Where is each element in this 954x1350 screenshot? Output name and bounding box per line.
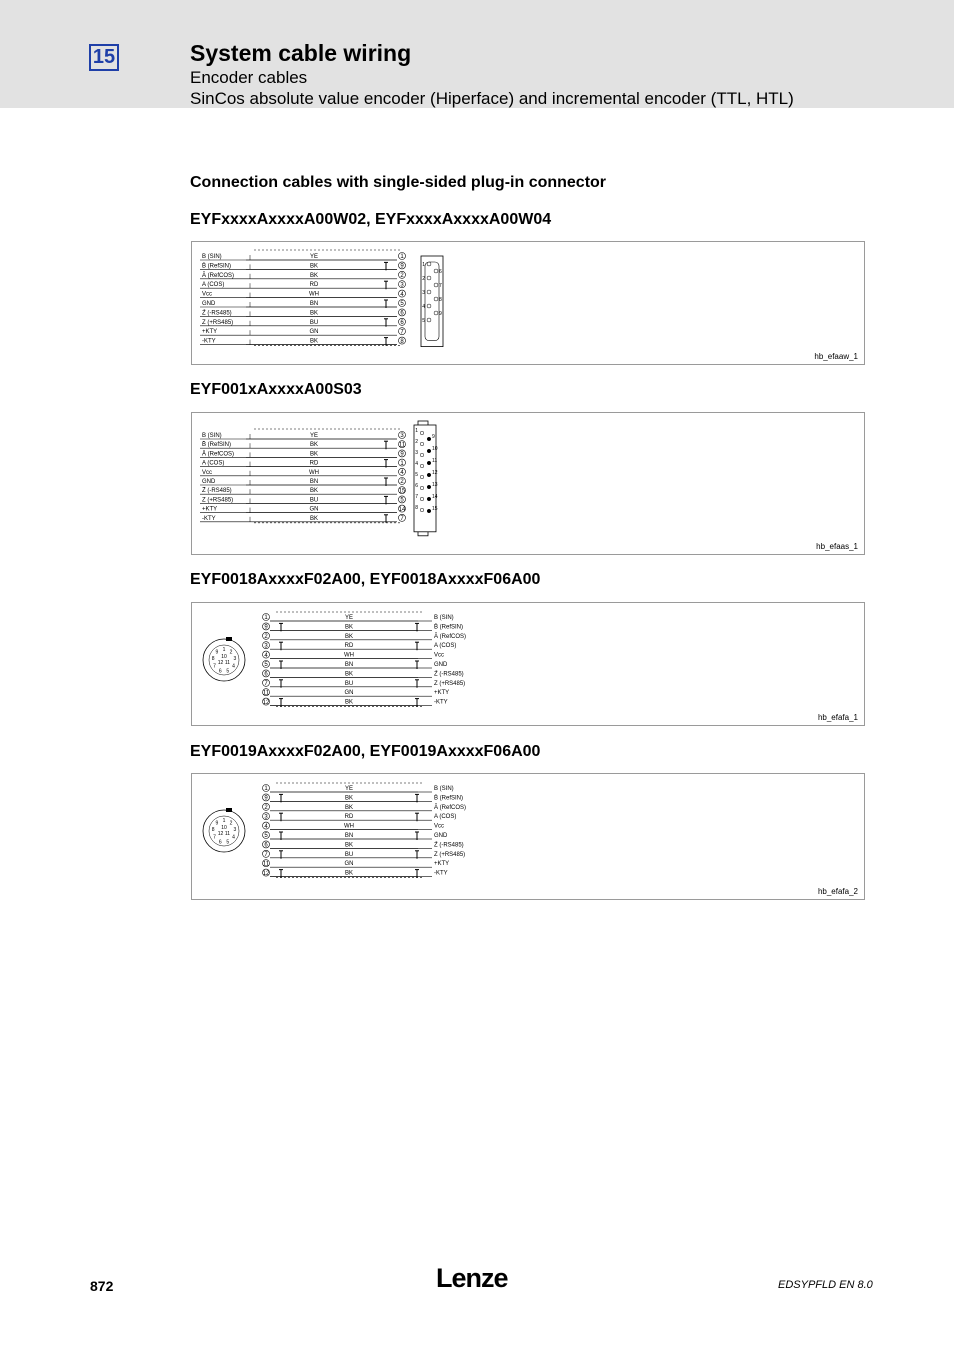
wire-color-label: BK — [309, 272, 319, 279]
signal-label: -KTY — [202, 515, 216, 522]
pin-number: 3 — [264, 814, 268, 821]
wire-color-label: YE — [309, 254, 319, 260]
connector-pin-label: 1 — [415, 428, 418, 434]
connector-pin-label: 3 — [233, 827, 237, 834]
connector-pin — [427, 461, 431, 465]
connector-pin-label: 2 — [422, 276, 425, 282]
pin-number: 6 — [264, 842, 268, 849]
pin-number: 1 — [264, 615, 268, 622]
connector-pin — [427, 262, 431, 266]
wire-color-label: BK — [344, 804, 354, 811]
signal-label: B̄ (RefSIN) — [202, 263, 232, 270]
wire-color-label: GN — [309, 506, 319, 513]
signal-label: Z̄ (-RS485) — [202, 310, 232, 317]
pin-number: 6 — [264, 671, 268, 678]
connector-pin — [427, 485, 431, 489]
connector-pin — [420, 486, 424, 490]
pin-number: 4 — [400, 291, 404, 298]
wire-color-label: BK — [309, 451, 319, 458]
connector-pin-label: 7 — [415, 494, 418, 500]
connector-pin-label: 10 — [221, 825, 227, 831]
pin-number: 7 — [400, 516, 404, 522]
pin-number: 14 — [398, 506, 406, 513]
connector-pin — [427, 304, 431, 308]
signal-label: +KTY — [434, 690, 450, 697]
wiring-diagram-svg — [192, 774, 864, 899]
connector-pin-label: 11 — [224, 831, 231, 837]
wire-color-label: GN — [309, 329, 319, 336]
signal-label: Z (+RS485) — [434, 851, 466, 858]
pin-number: 9 — [264, 624, 268, 631]
signal-label: Z (+RS485) — [202, 497, 234, 504]
wire-color-label: BN — [309, 301, 319, 307]
wiring-diagram-3 — [191, 602, 865, 726]
page-number: 872 — [90, 1278, 114, 1294]
connector-pin-label: 4 — [415, 461, 418, 467]
signal-label: Ā (RefCOS) — [202, 272, 235, 279]
connector-pin — [434, 311, 438, 315]
signal-label: Z̄ (-RS485) — [434, 671, 464, 678]
wire-color-label: BK — [344, 842, 354, 849]
signal-label: Z̄ (-RS485) — [434, 842, 464, 849]
wire-color-label: WH — [344, 652, 354, 659]
wire-color-label: BU — [309, 497, 319, 504]
connector-pin-label: 4 — [232, 663, 235, 670]
wiring-diagram-1 — [191, 241, 865, 365]
connector-pin-label: 2 — [415, 439, 418, 445]
pin-number: 11 — [262, 861, 270, 868]
pin-number: 3 — [400, 433, 404, 440]
connector-pin — [427, 509, 431, 513]
connector-pin — [420, 464, 424, 468]
pin-number: 1 — [264, 786, 268, 793]
connector-pin-label: 12 — [432, 470, 438, 476]
figure-id: hb_efaas_1 — [816, 542, 858, 551]
connector-pin-label: 13 — [432, 482, 438, 488]
pin-number: 8 — [400, 338, 404, 345]
signal-label: -KTY — [202, 338, 216, 345]
pin-number: 4 — [400, 470, 404, 476]
wire-color-label: YE — [309, 433, 319, 439]
wiring-diagram-4 — [191, 773, 865, 900]
connector-pin-label: 5 — [422, 318, 425, 324]
wire-color-label: BK — [309, 442, 319, 449]
wire-color-label: BK — [309, 488, 319, 495]
pin-number: 11 — [398, 442, 406, 449]
connector-pin-label: 9 — [432, 434, 435, 440]
signal-label: Z (+RS485) — [202, 319, 234, 326]
connector-pin — [427, 290, 431, 294]
wire-color-label: WH — [309, 469, 319, 476]
wire-color-label: BK — [309, 310, 319, 317]
connector-pin-label: 12 — [217, 831, 224, 837]
signal-label: +KTY — [434, 861, 450, 868]
signal-label: B̄ (RefSIN) — [434, 624, 464, 631]
wire-color-label: BK — [344, 699, 354, 706]
pin-number: 7 — [400, 329, 404, 336]
diagram-heading-4: EYF0019AxxxxF02A00, EYF0019AxxxxF06A00 — [190, 743, 541, 760]
signal-label: GND — [434, 662, 448, 668]
wire-color-label: BN — [309, 479, 319, 485]
wiring-diagram-svg — [192, 413, 864, 554]
pin-number: 2 — [400, 273, 404, 279]
wire-color-label: BN — [344, 833, 354, 839]
pin-number: 1 — [400, 254, 404, 261]
connector-pin — [434, 297, 438, 301]
connector-pin-label: 3 — [422, 290, 425, 296]
signal-label: -KTY — [434, 699, 448, 706]
signal-label: Vcc — [434, 652, 445, 659]
signal-label: +KTY — [202, 329, 218, 336]
signal-label: GND — [202, 301, 216, 307]
page-subtitle-1: Encoder cables — [190, 68, 308, 87]
connector-face — [425, 262, 439, 341]
connector-pin-label: 8 — [211, 827, 215, 834]
pin-number: 2 — [264, 634, 268, 640]
connector-pin-label: 6 — [218, 839, 222, 846]
connector-pin-label: 4 — [232, 834, 235, 841]
connector-pin-label: 5 — [415, 472, 418, 478]
signal-label: A (COS) — [434, 814, 457, 821]
connector-pin — [427, 318, 431, 322]
connector-pin-label: 6 — [218, 668, 222, 675]
signal-label: Z̄ (-RS485) — [202, 488, 232, 495]
connector-key — [226, 637, 232, 641]
pin-number: 5 — [400, 497, 404, 504]
connector-pin-label: 7 — [439, 283, 442, 289]
wire-color-label: BK — [344, 671, 354, 678]
pin-number: 5 — [264, 833, 268, 840]
wire-color-label: BU — [344, 680, 354, 687]
connector-pin-label: 8 — [439, 297, 442, 303]
connector-pin — [420, 475, 424, 479]
connector-pin-label: 7 — [213, 663, 216, 670]
connector-pin — [427, 497, 431, 501]
connector-pin-label: 2 — [229, 820, 233, 827]
page-title: System cable wiring — [190, 40, 412, 66]
diagram-heading-3: EYF0018AxxxxF02A00, EYF0018AxxxxF06A00 — [190, 571, 541, 588]
pin-number: 6 — [400, 310, 404, 317]
wiring-diagram-svg — [192, 242, 864, 364]
connector-pin-label: 6 — [415, 483, 418, 489]
signal-label: Z (+RS485) — [434, 680, 466, 687]
diagram-heading-1: EYFxxxxAxxxxA00W02, EYFxxxxAxxxxA00W04 — [190, 211, 552, 228]
connector-pin-label: 6 — [439, 269, 442, 275]
diagram-heading-2: EYF001xAxxxxA00S03 — [190, 381, 362, 398]
section-title: Connection cables with single-sided plug-in connector — [190, 174, 607, 191]
signal-label: Ā (RefCOS) — [434, 633, 467, 640]
signal-label: Vcc — [434, 823, 445, 830]
connector-pin — [420, 508, 424, 512]
signal-label: B̄ (RefSIN) — [434, 795, 464, 802]
wire-color-label: WH — [309, 291, 319, 298]
connector-pin-label: 8 — [211, 656, 215, 663]
signal-label: A (COS) — [434, 643, 457, 650]
wire-color-label: BU — [344, 851, 354, 858]
signal-label: B (SIN) — [202, 433, 222, 439]
connector-pin — [427, 449, 431, 453]
connector-pin-label: 15 — [432, 506, 438, 512]
connector-pin-label: 11 — [224, 660, 231, 666]
signal-label: A (COS) — [202, 460, 225, 467]
wiring-diagram-2 — [191, 412, 865, 555]
wire-color-label: RD — [344, 643, 354, 650]
connector-pin-label: 8 — [415, 505, 418, 511]
connector-pin-label: 1 — [222, 647, 226, 653]
pin-number: 7 — [264, 852, 268, 858]
pin-number: 4 — [264, 823, 268, 830]
connector-pin-label: 5 — [226, 668, 230, 675]
connector-pin — [434, 283, 438, 287]
wire-color-label: BK — [344, 624, 354, 631]
connector-pin — [427, 276, 431, 280]
connector-pin — [420, 442, 424, 446]
wire-color-label: GN — [344, 861, 354, 868]
pin-number: 4 — [264, 652, 268, 659]
pin-number: 7 — [264, 681, 268, 687]
wire-color-label: RD — [309, 282, 319, 289]
chapter-number[interactable]: 15 — [89, 44, 119, 71]
connector-pin-label: 11 — [432, 458, 438, 464]
pin-number: 5 — [400, 301, 404, 308]
signal-label: B (SIN) — [434, 786, 454, 792]
connector-key — [226, 808, 232, 812]
connector-pin-label: 10 — [221, 654, 227, 660]
signal-label: Vcc — [202, 291, 213, 298]
connector-pin-label: 12 — [217, 660, 224, 666]
pin-number: 1 — [400, 460, 404, 467]
pin-number: 6 — [400, 320, 404, 326]
lenze-logo: Lenze — [436, 1263, 508, 1293]
signal-label: B̄ (RefSIN) — [202, 442, 232, 449]
wiring-diagram-svg — [192, 603, 864, 725]
connector-pin — [420, 453, 424, 457]
connector-pin-label: 9 — [439, 311, 442, 317]
signal-label: A (COS) — [202, 282, 225, 289]
connector-pin — [434, 269, 438, 273]
connector-pin-label: 1 — [422, 262, 425, 268]
connector-pin-label: 14 — [432, 494, 438, 500]
pin-number: 3 — [400, 282, 404, 289]
wire-color-label: RD — [344, 814, 354, 821]
connector-pin — [427, 437, 431, 441]
wire-color-label: GN — [344, 690, 354, 697]
connector-pin-label: 7 — [213, 834, 216, 841]
wire-color-label: BK — [344, 870, 354, 877]
pin-number: 2 — [400, 479, 404, 486]
connector-pin-label: 5 — [226, 839, 230, 846]
wire-color-label: BK — [309, 515, 319, 522]
connector-pin-label: 9 — [215, 820, 219, 827]
figure-id: hb_efaaw_1 — [814, 352, 858, 361]
wire-color-label: BK — [309, 338, 319, 345]
wire-color-label: RD — [309, 460, 319, 467]
connector-pin-label: 9 — [215, 649, 219, 656]
pin-number: 9 — [400, 451, 404, 458]
connector-pin — [420, 497, 424, 501]
pin-number: 3 — [264, 643, 268, 650]
connector-pin — [427, 473, 431, 477]
pin-number: 2 — [264, 805, 268, 811]
connector-pin-label: 10 — [432, 446, 438, 452]
pin-number: 5 — [264, 662, 268, 669]
pin-number: 11 — [262, 690, 270, 697]
figure-id: hb_efafa_2 — [817, 887, 858, 896]
connector-pin-label: 1 — [222, 818, 226, 824]
signal-label: -KTY — [434, 870, 448, 877]
signal-label: GND — [202, 479, 216, 485]
wire-color-label: BK — [344, 795, 354, 802]
signal-label: GND — [434, 833, 448, 839]
wire-color-label: YE — [344, 615, 354, 621]
connector-pin-label: 3 — [233, 656, 237, 663]
page-subtitle-2: SinCos absolute value encoder (Hiperface) and incremental encoder (TTL, HTL) — [190, 89, 794, 108]
pin-number: 9 — [400, 263, 404, 270]
connector-pin-label: 3 — [415, 450, 418, 456]
signal-label: B (SIN) — [202, 254, 222, 260]
connector-pin-label: 2 — [229, 649, 233, 656]
pin-number: 12 — [262, 870, 270, 877]
wire-color-label: BK — [309, 263, 319, 270]
pin-number: 9 — [264, 795, 268, 802]
connector-pin — [420, 431, 424, 435]
wire-color-label: BK — [344, 633, 354, 640]
wire-color-label: BN — [344, 662, 354, 668]
signal-label: +KTY — [202, 506, 218, 513]
pin-number: 15 — [398, 488, 406, 495]
figure-id: hb_efafa_1 — [817, 713, 858, 722]
wire-color-label: BU — [309, 319, 319, 326]
signal-label: Vcc — [202, 469, 213, 476]
connector-pin-label: 4 — [422, 304, 425, 310]
signal-label: Ā (RefCOS) — [202, 451, 235, 458]
wire-color-label: YE — [344, 786, 354, 792]
wire-color-label: WH — [344, 823, 354, 830]
document-reference: EDSYPFLD EN 8.0 — [778, 1279, 873, 1291]
signal-label: B (SIN) — [434, 615, 454, 621]
signal-label: Ā (RefCOS) — [434, 804, 467, 811]
pin-number: 12 — [262, 699, 270, 706]
